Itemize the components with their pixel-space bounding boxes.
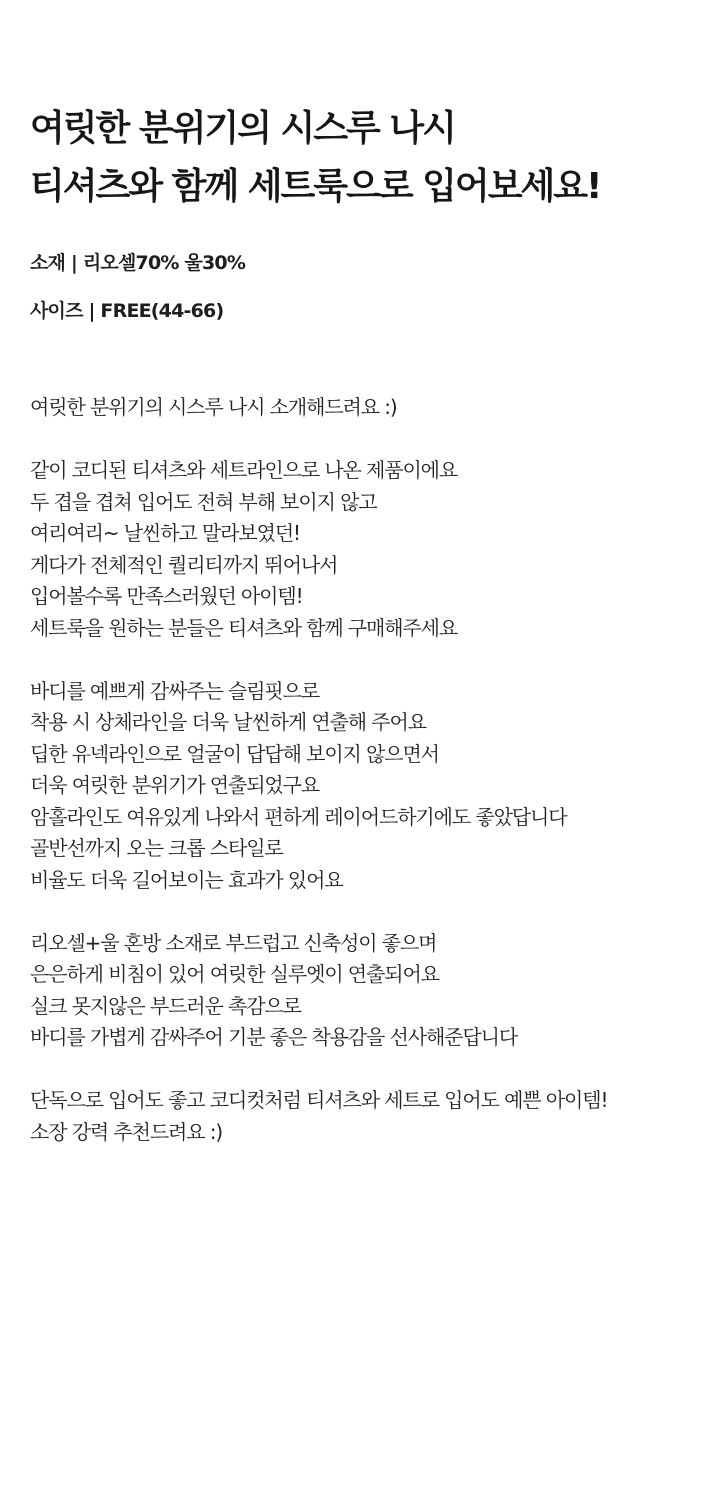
paragraph-2 [30,676,700,897]
product-description [30,100,700,1148]
headline-line-1: 여릿한 분위기의 시스루 나시 [30,108,455,149]
paragraph-3 [30,928,700,1054]
spec-material: 소재 | 리오셀70% 울30% [30,252,246,274]
paragraph-line: 비율도 더욱 길어보이는 효과가 있어요 [30,867,343,892]
paragraph-4 [30,1085,700,1148]
paragraph-line: 같이 코디된 티셔츠와 세트라인으로 나온 제품이에요 [30,458,458,482]
paragraph-line: 리오셀+울 혼방 소재로 부드럽고 신축성이 좋으며 [30,930,437,955]
paragraph-line: 더욱 여릿한 분위기가 연출되었구요 [30,773,320,797]
paragraph-line: 여리여리~ 날씬하고 말라보였던! [30,521,300,545]
spec-size: 사이즈 | FREE(44-66) [30,300,224,322]
headline-line-2: 티셔츠와 함께 세트룩으로 입어보세요! [30,166,601,207]
spec-list [30,250,700,324]
paragraph-gap [30,424,700,456]
paragraph-line: 소장 강력 추천드려요 :) [30,1119,223,1144]
paragraph-gap [30,1054,700,1086]
paragraph-1 [30,455,700,644]
paragraph-line: 바디를 예쁘게 감싸주는 슬림핏으로 [30,678,320,703]
paragraph-line: 딥한 유넥라인으로 얼굴이 답답해 보이지 않으면서 [30,741,439,766]
paragraph-line: 착용 시 상체라인을 더욱 날씬하게 연출해 주어요 [30,710,426,734]
page-title [30,100,700,216]
description-body [30,392,700,1148]
paragraph-line: 바디를 가볍게 감싸주어 기분 좋은 착용감을 선사해준답니다 [30,1025,518,1049]
paragraph-line: 입어볼수록 만족스러웠던 아이템! [30,584,303,608]
paragraph-gap [30,896,700,928]
paragraph-line: 게다가 전체적인 퀄리티까지 뛰어나서 [30,552,338,577]
paragraph-line: 은은하게 비침이 있어 여릿한 실루엣이 연출되어요 [30,962,439,986]
paragraph-line: 골반선까지 오는 크롭 스타일로 [30,836,283,860]
paragraph-gap [30,644,700,676]
paragraph-line: 실크 못지않은 부드러운 촉감으로 [30,993,301,1018]
paragraph-line: 두 겹을 겹쳐 입어도 전혀 부해 보이지 않고 [30,489,377,514]
paragraph-line: 단독으로 입어도 좋고 코디컷처럼 티셔츠와 세트로 입어도 예쁜 아이템! [30,1088,608,1112]
intro-line: 여릿한 분위기의 시스루 나시 소개해드려요 :) [30,395,397,419]
paragraph-line: 세트룩을 원하는 분들은 티셔츠와 함께 구매해주세요 [30,615,458,640]
paragraph-line: 암홀라인도 여유있게 나와서 편하게 레이어드하기에도 좋았답니다 [30,804,567,829]
